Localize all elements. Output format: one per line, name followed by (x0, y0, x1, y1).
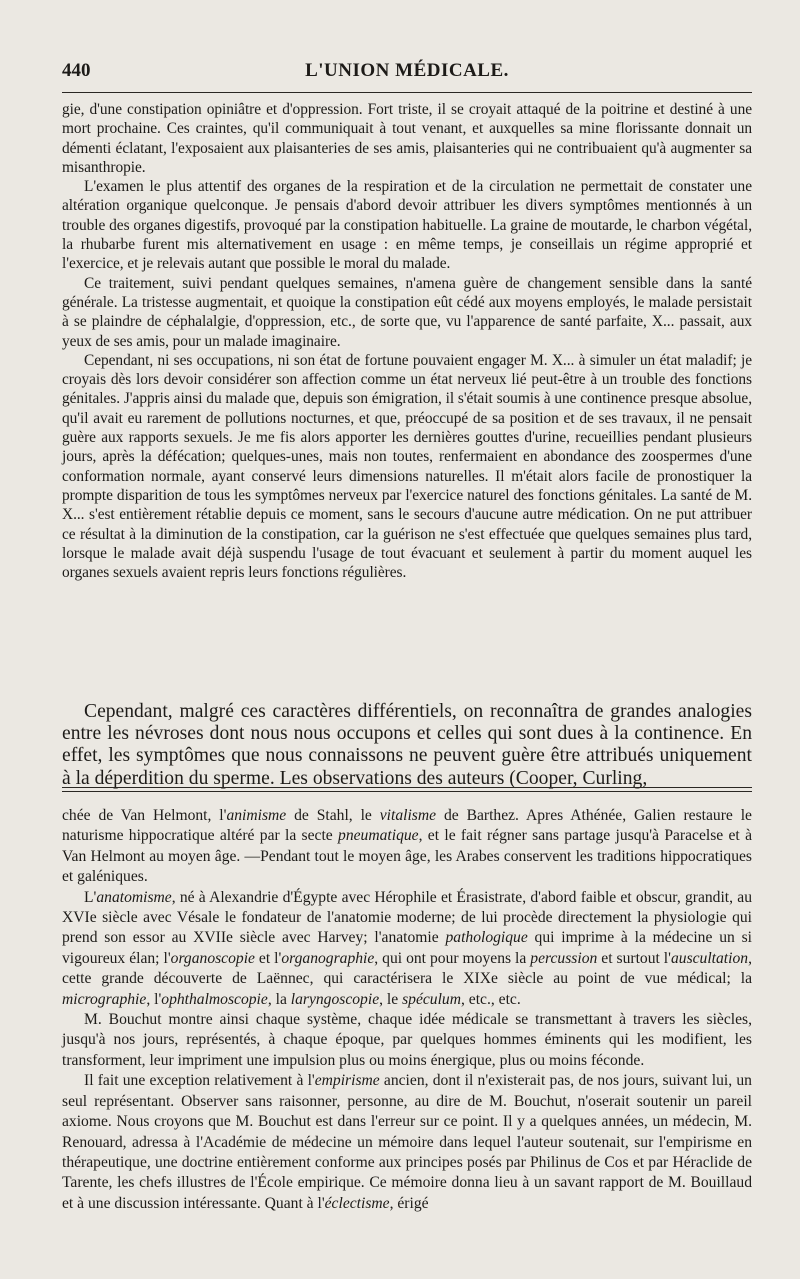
text-run: , né à Alexandrie d'Égypte avec Hérophile et Érasistrate, d'abord faible et obscur, grandit, au XVIe siècle avec Vésale le fondateur de l'anatomie moderne; de lui procède directement la physiologie qui prend son essor au XVIIe siècle avec Harvey; l'anatomie (62, 888, 752, 947)
italic-term: organoscopie (170, 949, 255, 967)
large-paragraph: Cependant, malgré ces caractères différentiels, on reconnaîtra de grandes analogies entre les névroses dont nous nous occupons et celles qui sont dues à la continence. En effet, les symptômes que nous connaissons ne peuvent guère être attribués uniquement à la déperdition du sperme. Les observations des auteurs (Cooper, Curling, (62, 701, 752, 789)
italic-term: ophthalmoscopie (161, 990, 268, 1008)
italic-term: pneumatique (338, 827, 419, 845)
text-run: , et le fait régner sans partage jusqu'à Paracelse et à Van Helmont au moyen âge. —Pendant tout le moyen âge, les Arabes conservent les traditions hippocratiques et galéniques. (62, 827, 752, 886)
page-header (62, 60, 752, 86)
italic-term: percussion (530, 949, 598, 967)
text-run: et l' (254, 949, 282, 967)
paragraph: Cependant, ni ses occupations, ni son état de fortune pouvaient engager M. X... à simuler un état maladif; je croyais dès lors devoir considérer son affection comme un état nerveux lié peut-être à un trouble des fonctions génitales. J'appris ainsi du malade que, depuis son émigration, il s'était soumis à une continence presque absolue, qu'il avait eu rarement de pollutions nocturnes, et que, préoccupé de sa position et de ses travaux, il ne pensait guère aux rapports sexuels. Je me fis alors apporter les dernières gouttes d'urine, recueillies pendant plusieurs jours, après la défécation; quelques-unes, mais non toutes, renfermaient en abondance des zoospermes d'une conformation normale, ayant conservé leurs dimensions naturelles. Il m'était alors facile de pronostiquer la prompte disparition de tous les symptômes nerveux par l'exercice naturel des fonctions génitales. La santé de M. X... s'est entièrement rétablie depuis ce moment, sans le secours d'aucune autre médication. On ne put attribuer ce résultat à la diminution de la constipation, car la guérison ne s'est effectuée que quelques semaines plus tard, lorsque le malade avait déjà suspendu l'usage de tout évacuant et seulement à partir du moment auquel les organes sexuels avaient repris leurs fonctions régulières. (62, 351, 752, 582)
text-run: de Stahl, le (286, 807, 380, 824)
text-run: , le (379, 990, 403, 1008)
paragraph: L'examen le plus attentif des organes de la respiration et de la circulation ne permettait de constater une altération organique quelconque. Je pensais d'abord devoir attribuer les divers symptômes mentionnés à un trouble des organes digestifs, provoqué par la constipation habituelle. La graine de moutarde, le charbon végétal, la rhubarbe furent mis alternativement en usage : en même temps, je conseillais un régime approprié et l'exercice, et je relevais autant que possible le moral du malade. (62, 178, 752, 273)
text-run: chée de Van Helmont, l' (62, 807, 227, 824)
text-run: , la (267, 990, 291, 1008)
italic-term: animisme (226, 807, 287, 824)
text-run: de Barthez. Apres Athénée, Galien restaure le naturisme hippocratique altéré par la secte (62, 807, 752, 845)
italic-term: éclectisme (324, 1194, 390, 1212)
footnote-paragraph (62, 1071, 752, 1214)
footnote-separator (62, 787, 752, 792)
italic-term: pathologique (445, 929, 528, 947)
text-run: et surtout l' (597, 949, 671, 967)
text-run: , l' (146, 990, 162, 1008)
footnote-paragraph: M. Bouchut montre ainsi chaque système, chaque idée médicale se transmettant à travers les siècles, jusqu'à nos jours, représentés, à chaque époque, par quelques hommes éminents qui les modifient, les transforment, leur impriment une impulsion plus ou moins énergique, plus ou moins féconde. (62, 1011, 752, 1069)
italic-term: spéculum (402, 990, 461, 1008)
text-run: qui imprime à la médecine un si vigoureux élan; l' (62, 929, 752, 967)
italic-term: empirisme (314, 1072, 380, 1090)
italic-term: auscultation (670, 949, 749, 967)
paragraph: Ce traitement, suivi pendant quelques semaines, n'amena guère de changement sensible dans la santé générale. La tristesse augmentait, et quoique la constipation eût cédé aux moyens employés, le malade persistait à se plaindre de céphalalgie, d'oppression, etc., de sorte que, vu l'apparence de santé parfaite, X... passait, aux yeux de ses amis, pour un malade imaginaire. (62, 274, 752, 350)
text-run: Il fait une exception relativement à l' (84, 1072, 315, 1090)
text-run: , cette grande découverte de Laënnec, qui caractérisera le XIXe siècle au point de vue médical; la (62, 949, 752, 988)
main-text (62, 100, 752, 582)
text-run: ancien, dont il n'existerait pas, de nos jours, suivant lui, un seul représentant. Observer sans raisonner, personne, au dire de M. Bouchut, n'oserait soutenir un pareil axiome. Nous croyons que M. Bouchut est dans l'erreur sur ce point. Il y a quelques années, un médecin, M. Renouard, adressa à l'Académie de médecine un mémoire dans lequel l'auteur soutenait, sur l'empirisme en thérapeutique, une doctrine entièrement conforme aux principes posés par Philinus de Cos et par Héraclide de Tarente, les chefs illustres de l'École empirique. Ce mémoire donna lieu à un savant rapport de M. Bouillaud et à une discussion intéressante. Quant à l' (62, 1072, 752, 1212)
footnote (62, 806, 752, 1214)
running-title: L'UNION MÉDICALE. (305, 60, 509, 81)
italic-term: anatomisme (96, 888, 172, 906)
footnote-paragraph (62, 806, 752, 888)
italic-term: micrographie (62, 990, 147, 1008)
text-run: L' (84, 888, 97, 906)
text-run: , qui ont pour moyens la (374, 949, 531, 967)
page-number: 440 (62, 60, 91, 81)
italic-term: laryngoscopie (290, 990, 380, 1008)
header-rule (62, 92, 752, 93)
text-run: , etc., etc. (460, 990, 521, 1008)
italic-term: vitalisme (379, 807, 437, 824)
paragraph: gie, d'une constipation opiniâtre et d'oppression. Fort triste, il se croyait attaqué de la poitrine et destiné à une mort prochaine. Ces craintes, qu'il communiquait à tout venant, et auxquelles sa mine florissante donnait un démenti éclatant, l'exposaient aux plaisanteries de ses amis, plaisanteries qui ne contribuaient qu'à augmenter sa misanthropie. (62, 101, 752, 176)
italic-term: organographie (281, 949, 375, 967)
text-run: , érigé (389, 1194, 429, 1212)
footnote-paragraph (62, 888, 752, 1010)
